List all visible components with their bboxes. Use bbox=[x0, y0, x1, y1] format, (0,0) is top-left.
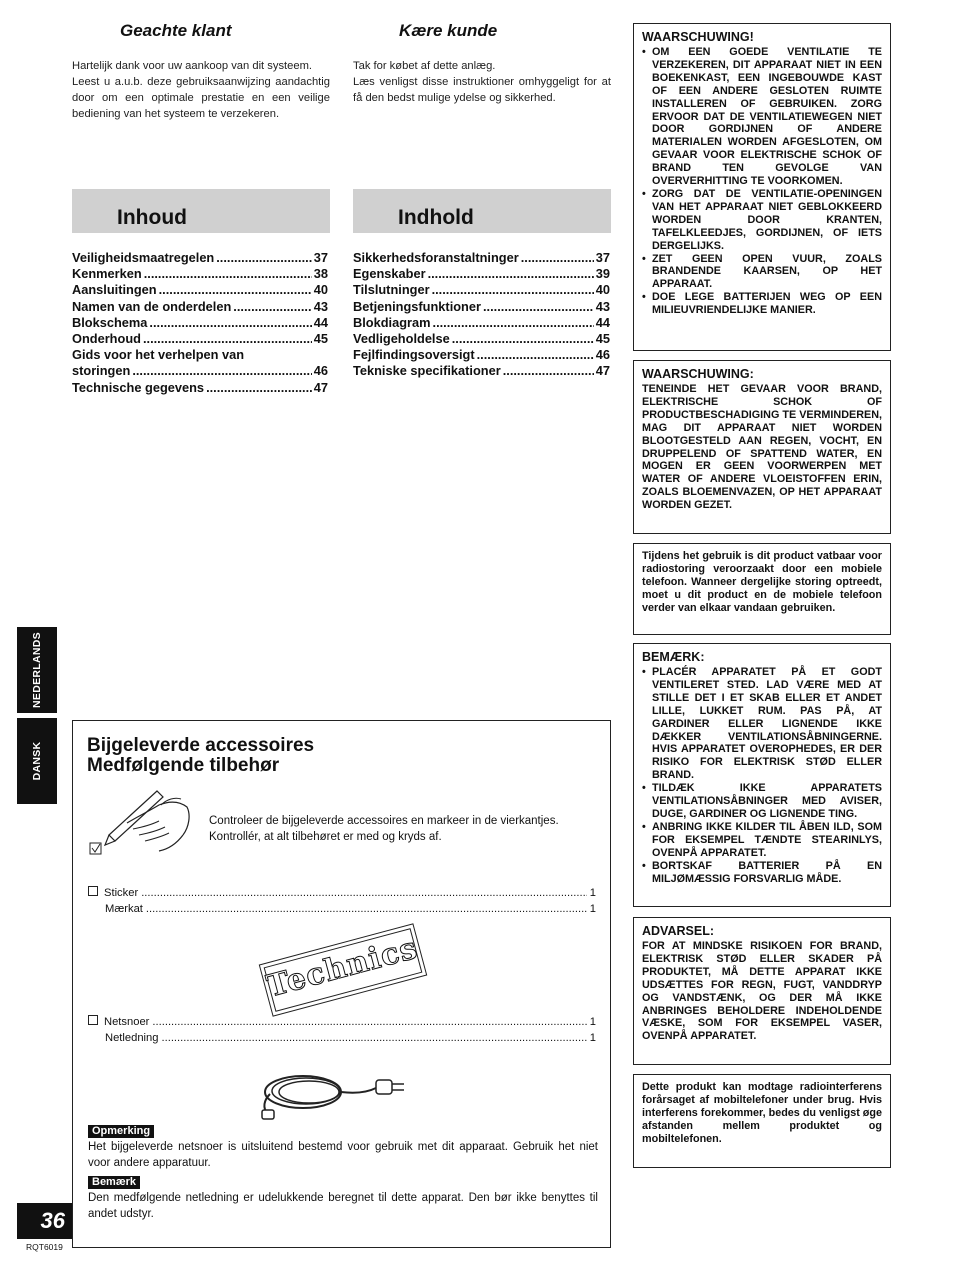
warning-box-3 bbox=[633, 543, 891, 635]
warning-title: WAARSCHUWING! bbox=[642, 30, 754, 44]
warning-box-4 bbox=[633, 643, 891, 907]
toc-entry[interactable]: Namen van de onderdelen ..... 43 bbox=[72, 299, 328, 315]
item-qty: 1 bbox=[589, 887, 596, 899]
item-label-da: Netledning bbox=[105, 1032, 159, 1044]
toc-entry[interactable]: Kenmerken ..... 38 bbox=[72, 266, 328, 282]
warning-list bbox=[642, 46, 882, 317]
note-text-da: Den medfølgende netledning er udelukkende beregnet til dette apparat. Den bør ikke benyttes til andet udstyr. bbox=[88, 1192, 598, 1220]
toc-entry[interactable]: Vedligeholdelse ..... 45 bbox=[353, 331, 610, 347]
intro-nl bbox=[72, 58, 330, 122]
item-label-nl: Sticker bbox=[104, 887, 139, 899]
document-code: RQT6019 bbox=[26, 1242, 63, 1252]
toc-entry[interactable]: Tekniske specifikationer ..... 47 bbox=[353, 363, 610, 379]
item-qty: 1 bbox=[589, 1016, 596, 1028]
accessories-box bbox=[72, 720, 611, 1248]
warning-item: • ZET GEEN OPEN VUUR, ZOALS BRANDENDE KAARSEN, OP HET APPARAAT. bbox=[642, 253, 882, 292]
page-number: 36 bbox=[40, 1208, 65, 1233]
warning-item: • BORTSKAF BATTERIER PÅ EN MILJØMÆSSIG FORSVARLIG MÅDE. bbox=[642, 860, 882, 886]
toc-header-da bbox=[353, 189, 611, 233]
toc-entry[interactable]: Egenskaber ..... 39 bbox=[353, 266, 610, 282]
accessories-title bbox=[87, 736, 314, 776]
warning-item: • ZORG DAT DE VENTILATIE-OPENINGEN VAN HET APPARAAT NIET GEBLOKKEERD WORDEN DOOR KRANTEN, TAFELKLEEDJES, GORDIJNEN, OF IETS DERGELIJKS. bbox=[642, 188, 882, 253]
instruction-nl: Controleer de bijgeleverde accessoires en markeer in de vierkantjes. bbox=[209, 815, 559, 827]
toc-title-nl: Inhoud bbox=[117, 206, 187, 229]
toc-entry[interactable]: Sikkerhedsforanstaltninger ..... 37 bbox=[353, 250, 610, 266]
warning-list bbox=[642, 666, 882, 885]
item-qty: 1 bbox=[589, 903, 596, 915]
note-nl bbox=[88, 1121, 598, 1171]
intro-nl-line: Hartelijk dank voor uw aankoop van dit systeem. bbox=[72, 60, 313, 72]
checkbox[interactable] bbox=[88, 886, 98, 896]
toc-title-da: Indhold bbox=[398, 206, 474, 229]
note-label-nl: Opmerking bbox=[88, 1125, 154, 1138]
warning-title: BEMÆRK: bbox=[642, 650, 705, 664]
toc-entry[interactable]: Betjeningsfunktioner ..... 43 bbox=[353, 299, 610, 315]
side-tab-label: NEDERLANDS bbox=[31, 632, 43, 708]
intro-nl-line: Leest u a.u.b. deze gebruiksaanwijzing aandachtig door om een optimale prestatie en een veilige bediening van het systeem te verzekeren. bbox=[72, 76, 330, 120]
warning-item: • DOE LEGE BATTERIJEN WEG OP EEN MILIEUVRIENDELIJKE MANIER. bbox=[642, 291, 882, 317]
toc-entry[interactable]: Tilslutninger ..... 40 bbox=[353, 282, 610, 298]
toc-list-nl bbox=[72, 250, 328, 396]
note-label-da: Bemærk bbox=[88, 1176, 140, 1189]
warning-title: ADVARSEL: bbox=[642, 924, 714, 938]
accessory-item-power-cord bbox=[88, 1014, 596, 1046]
note-text-nl: Het bijgeleverde netsnoer is uitsluitend bestemd voor gebruik met dit apparaat. Gebruik het niet voor andere apparatuur. bbox=[88, 1141, 598, 1169]
item-label-nl: Netsnoer bbox=[104, 1016, 150, 1028]
toc-entry[interactable]: Technische gegevens ..... 47 bbox=[72, 380, 328, 396]
warning-box-1 bbox=[633, 23, 891, 351]
toc-list-da bbox=[353, 250, 610, 380]
technics-sticker bbox=[259, 923, 428, 1017]
toc-entry[interactable]: Onderhoud ..... 45 bbox=[72, 331, 328, 347]
toc-entry[interactable]: Fejlfindingsoversigt ..... 46 bbox=[353, 347, 610, 363]
toc-entry[interactable]: Gids voor het verhelpen van bbox=[72, 347, 245, 363]
side-tab-label: DANSK bbox=[31, 741, 43, 781]
warning-item: • OM EEN GOEDE VENTILATIE TE VERZEKEREN, DIT APPARAAT NIET IN EEN BOEKENKAST, EEN INGEBOUWDE KAST OF EEN ANDERE GESLOTEN RUIMTE INSTALLEREN OF GEBRUIKEN. ZORG ERVOOR DAT DE VENTILATIEWEGEN NIET DOOR GORDIJNEN OF ANDERE MATERIALEN WORDEN AFGESLOTEN, OM GEVAAR VOOR ELEKTRISCHE SCHOK OF BRAND TEN GEVOLGE VAN OVERVERHITTING TE VOORKOMEN. bbox=[642, 46, 882, 188]
warning-box-2 bbox=[633, 360, 891, 534]
toc-entry[interactable]: Veiligheidsmaatregelen ..... 37 bbox=[72, 250, 328, 266]
checkbox[interactable] bbox=[88, 1015, 98, 1025]
instruction-da: Kontrollér, at alt tilbehøret er med og kryds af. bbox=[209, 831, 442, 843]
warning-box-6 bbox=[633, 1074, 891, 1168]
intro-da-line: Læs venligst disse instruktioner omhyggeligt for at få den bedst mulige ydelse og sikkerhed. bbox=[353, 76, 611, 104]
toc-entry[interactable]: Blokdiagram ..... 44 bbox=[353, 315, 610, 331]
warning-title: WAARSCHUWING: bbox=[642, 367, 754, 381]
warning-box-5 bbox=[633, 917, 891, 1065]
technics-logo: Technics bbox=[263, 930, 422, 1005]
greeting-nl: Geachte klant bbox=[120, 21, 232, 40]
toc-header-nl bbox=[72, 189, 330, 233]
accessories-title-nl: Bijgeleverde accessoires bbox=[87, 735, 315, 756]
warning-text: Tijdens het gebruik is dit product vatbaar voor radiostoring veroorzaakt door een mobiele telefoon. Wanneer dergelijke storing optreedt, moet u dit product en de mobiele telefoon verder van elkaar vandaan gebruiken. bbox=[642, 550, 882, 614]
intro-da-line: Tak for købet af dette anlæg. bbox=[353, 60, 496, 72]
warning-item: • TILDÆK IKKE APPARATETS VENTILATIONSÅBNINGER MED AVISER, DUGE, GARDINER OG LIGNENDE TING. bbox=[642, 782, 882, 821]
warning-text: TENEINDE HET GEVAAR VOOR BRAND, ELEKTRISCHE SCHOK OF PRODUCTBESCHADIGING TE VERMINDEREN, MAG DIT APPARAAT NIET WORDEN BLOOTGESTELD AAN REGEN, VOCHT, EN DRUPPELEND OF SPATTEND WATER, EN MOGEN ER GEEN VOORWERPEN MET WATER OF ANDERE VLOEISTOFFEN ERIN, ZOALS BLOEMENVAZEN, OP HET APPARAAT WORDEN GEZET. bbox=[642, 383, 882, 512]
hand-pen-illustration bbox=[87, 777, 197, 859]
side-tab-dansk[interactable] bbox=[17, 718, 57, 804]
toc-entry[interactable]: Aansluitingen ..... 40 bbox=[72, 282, 328, 298]
item-label-da: Mærkat bbox=[105, 903, 143, 915]
power-cord-icon bbox=[258, 1064, 418, 1120]
side-tab-nederlands[interactable] bbox=[17, 627, 57, 713]
accessory-item-sticker bbox=[88, 885, 596, 917]
intro-da bbox=[353, 58, 611, 106]
note-da bbox=[88, 1172, 598, 1222]
item-qty: 1 bbox=[589, 1032, 596, 1044]
accessories-instruction bbox=[209, 813, 599, 845]
warning-item: • PLACÉR APPARATET PÅ ET GODT VENTILERET STED. LAD VÆRE MED AT STILLE DET I ET SKAB ELLER ET ANDET LILLE, LUKKET RUM. PAS PÅ, AT GARDINER ELLER LIGNENDE IKKE DÆKKER VENTILATIONSÅBNINGERNE. HVIS APPARATET OVEROPHEDES, ER DER RISIKO FOR ELEKTRISK STØD ELLER BRAND. bbox=[642, 666, 882, 782]
greeting-da: Kære kunde bbox=[399, 21, 498, 40]
warning-text: Dette produkt kan modtage radiointerferens forårsaget af mobiltelefoner under brug. Hvis interferens forekommer, bedes du venligst øge afstanden mellem produktet og mobiltelefonen. bbox=[642, 1081, 882, 1145]
warning-item: • ANBRING IKKE KILDER TIL ÅBEN ILD, SOM FOR EKSEMPEL TÆNDTE STEARINLYS, OVENPÅ APPARATET. bbox=[642, 821, 882, 860]
page-number-box bbox=[17, 1203, 72, 1239]
warning-text: FOR AT MINDSKE RISIKOEN FOR BRAND, ELEKTRISK STØD ELLER SKADER PÅ PRODUKTET, MÅ DETTE APPARAT IKKE UDSÆTTES FOR REGN, FUGT, VANDDRYP OG VANDSTÆNK, OG DER MÅ IKKE ANBRINGES BEHOLDERE INDEHOLDENDE VÆSKE, SOM FOR EKSEMPEL VASER, OVENPÅ APPARATET. bbox=[642, 940, 882, 1043]
toc-entry[interactable]: storingen ..... 46 bbox=[72, 363, 328, 379]
toc-entry[interactable]: Blokschema ..... 44 bbox=[72, 315, 328, 331]
accessories-title-da: Medfølgende tilbehør bbox=[87, 755, 280, 776]
